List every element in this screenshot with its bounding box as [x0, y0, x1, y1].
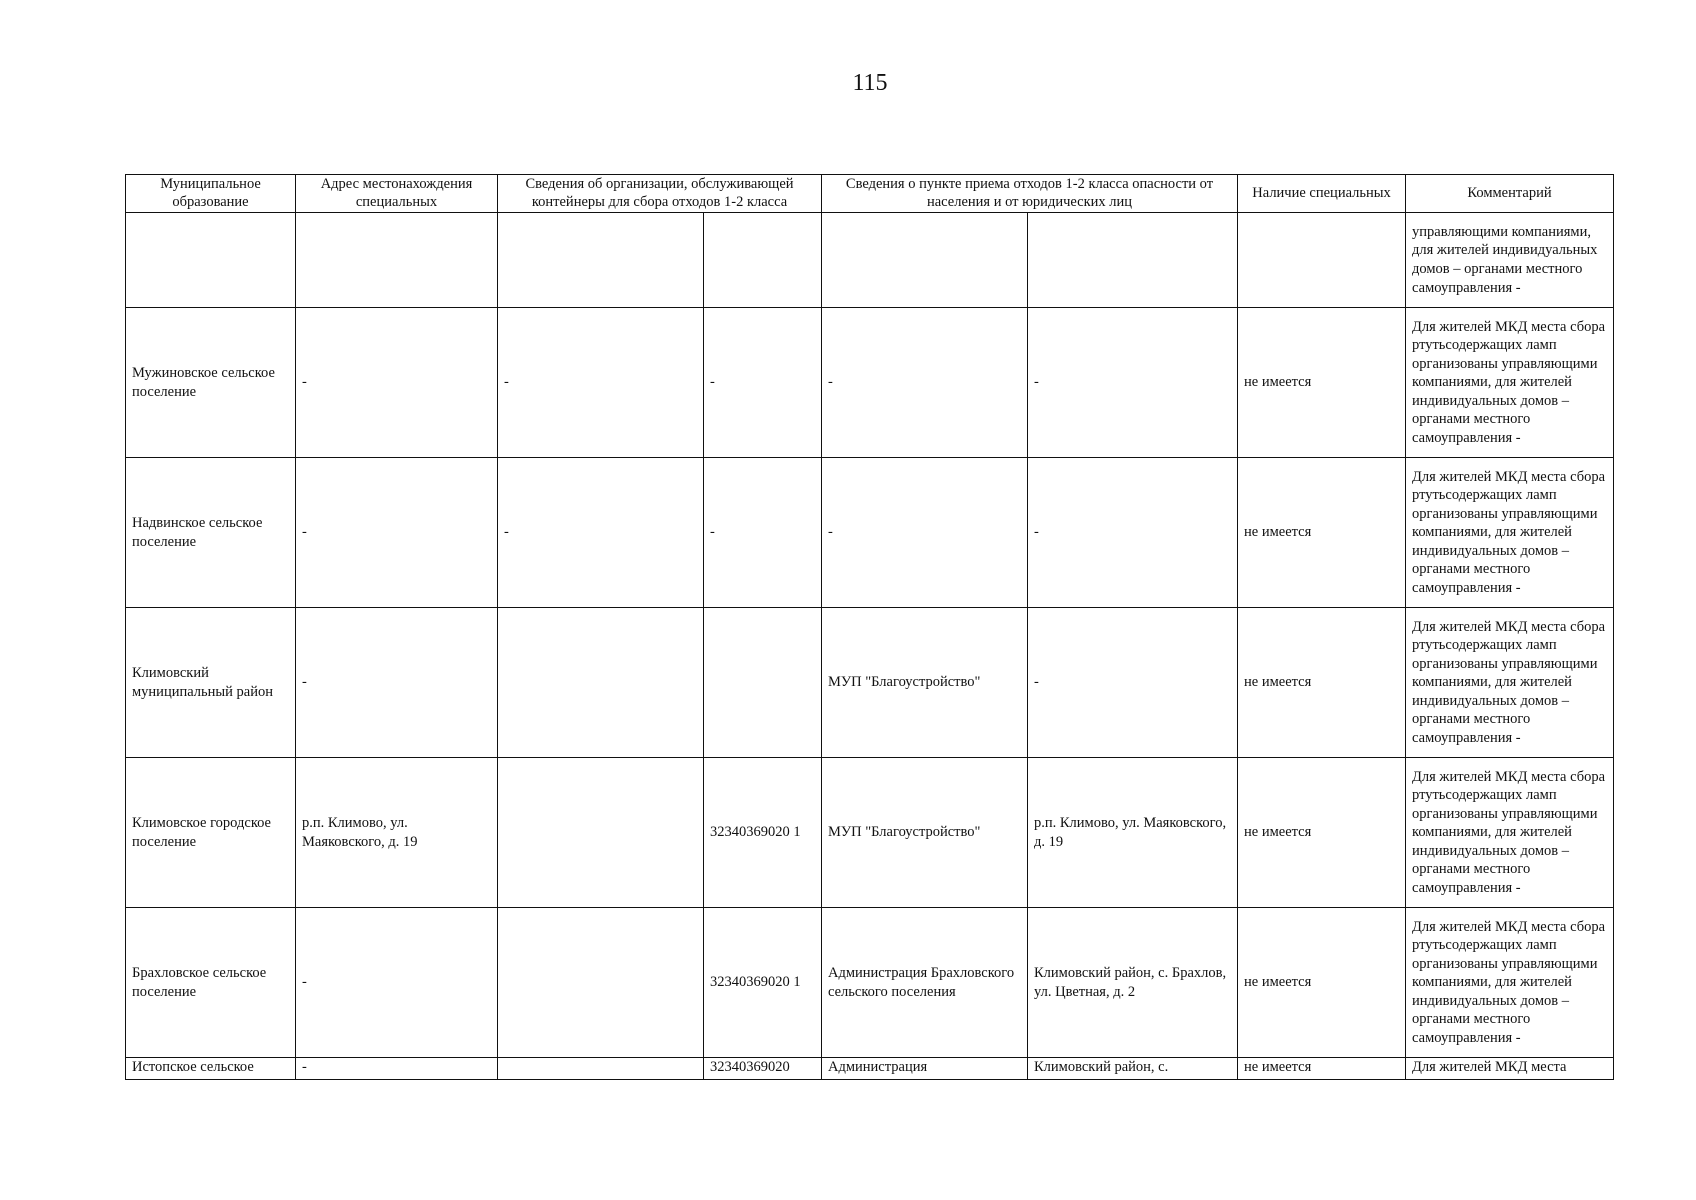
cell-org-code — [704, 608, 822, 758]
cell-org-code: - — [704, 458, 822, 608]
cell-point-name: МУП "Благоустройство" — [822, 758, 1028, 908]
cell-point-name: МУП "Благоустройство" — [822, 608, 1028, 758]
cell-org-name: - — [498, 308, 704, 458]
table-row — [126, 908, 1614, 1058]
cell-point-address: Климовский район, с. — [1028, 1058, 1238, 1080]
header-municipality: Муниципальное образование — [126, 175, 296, 213]
header-org-info: Сведения об организации, обслуживающей контейнеры для сбора отходов 1-2 класса — [498, 175, 822, 213]
cell-comment: Для жителей МКД места сбора ртутьсодержащих ламп организованы управляющими компаниями, для жителей индивидуальных домов – органами местного самоуправления - — [1406, 608, 1614, 758]
cell-availability — [1238, 213, 1406, 308]
cell-comment: Для жителей МКД места — [1406, 1058, 1614, 1080]
cell-availability: не имеется — [1238, 458, 1406, 608]
table-row — [126, 458, 1614, 608]
cell-comment: Для жителей МКД места сбора ртутьсодержащих ламп организованы управляющими компаниями, для жителей индивидуальных домов – органами местного самоуправления - — [1406, 908, 1614, 1058]
cell-org-code: 32340369020 — [704, 1058, 822, 1080]
cell-org-name — [498, 758, 704, 908]
cell-org-name — [498, 908, 704, 1058]
waste-collection-table — [125, 174, 1614, 1080]
cell-availability: не имеется — [1238, 1058, 1406, 1080]
cell-availability: не имеется — [1238, 908, 1406, 1058]
cell-address: - — [296, 608, 498, 758]
header-address: Адрес местонахождения специальных — [296, 175, 498, 213]
cell-point-address: - — [1028, 458, 1238, 608]
cell-address: - — [296, 908, 498, 1058]
cell-municipality: Истопское сельское — [126, 1058, 296, 1080]
cell-availability: не имеется — [1238, 608, 1406, 758]
cell-address — [296, 213, 498, 308]
cell-address: р.п. Климово, ул. Маяковского, д. 19 — [296, 758, 498, 908]
cell-org-name — [498, 213, 704, 308]
cell-availability: не имеется — [1238, 308, 1406, 458]
header-point-info: Сведения о пункте приема отходов 1-2 класса опасности от населения и от юридических лиц — [822, 175, 1238, 213]
cell-comment: управляющими компаниями, для жителей индивидуальных домов – органами местного самоуправления - — [1406, 213, 1614, 308]
cell-point-name: - — [822, 308, 1028, 458]
cell-comment: Для жителей МКД места сбора ртутьсодержащих ламп организованы управляющими компаниями, для жителей индивидуальных домов – органами местного самоуправления - — [1406, 308, 1614, 458]
cell-address: - — [296, 308, 498, 458]
cell-municipality: Мужиновское сельское поселение — [126, 308, 296, 458]
table-header-row — [126, 175, 1614, 213]
cell-point-address: Климовский район, с. Брахлов, ул. Цветная, д. 2 — [1028, 908, 1238, 1058]
cell-address: - — [296, 458, 498, 608]
cell-comment: Для жителей МКД места сбора ртутьсодержащих ламп организованы управляющими компаниями, для жителей индивидуальных домов – органами местного самоуправления - — [1406, 458, 1614, 608]
cell-point-name: Администрация Брахловского сельского поселения — [822, 908, 1028, 1058]
cell-org-code: - — [704, 308, 822, 458]
cell-point-address: р.п. Климово, ул. Маяковского, д. 19 — [1028, 758, 1238, 908]
cell-municipality: Климовский муниципальный район — [126, 608, 296, 758]
cell-comment: Для жителей МКД места сбора ртутьсодержащих ламп организованы управляющими компаниями, для жителей индивидуальных домов – органами местного самоуправления - — [1406, 758, 1614, 908]
cell-point-address: - — [1028, 608, 1238, 758]
header-availability: Наличие специальных — [1238, 175, 1406, 213]
cell-availability: не имеется — [1238, 758, 1406, 908]
cell-org-name: - — [498, 458, 704, 608]
table-row — [126, 758, 1614, 908]
table-row — [126, 308, 1614, 458]
cell-municipality: Надвинское сельское поселение — [126, 458, 296, 608]
cell-municipality — [126, 213, 296, 308]
cell-point-name — [822, 213, 1028, 308]
cell-org-code: 32340369020 1 — [704, 758, 822, 908]
cell-org-name — [498, 1058, 704, 1080]
cell-org-code: 32340369020 1 — [704, 908, 822, 1058]
cell-point-address: - — [1028, 308, 1238, 458]
cell-municipality: Брахловское сельское поселение — [126, 908, 296, 1058]
cell-org-code — [704, 213, 822, 308]
cell-point-address — [1028, 213, 1238, 308]
cell-municipality: Климовское городское поселение — [126, 758, 296, 908]
cell-point-name: - — [822, 458, 1028, 608]
cell-point-name: Администрация — [822, 1058, 1028, 1080]
page-number: 115 — [852, 70, 888, 96]
table-row — [126, 608, 1614, 758]
cell-address: - — [296, 1058, 498, 1080]
table-row — [126, 1058, 1614, 1080]
header-comment: Комментарий — [1406, 175, 1614, 213]
cell-org-name — [498, 608, 704, 758]
table-row — [126, 213, 1614, 308]
